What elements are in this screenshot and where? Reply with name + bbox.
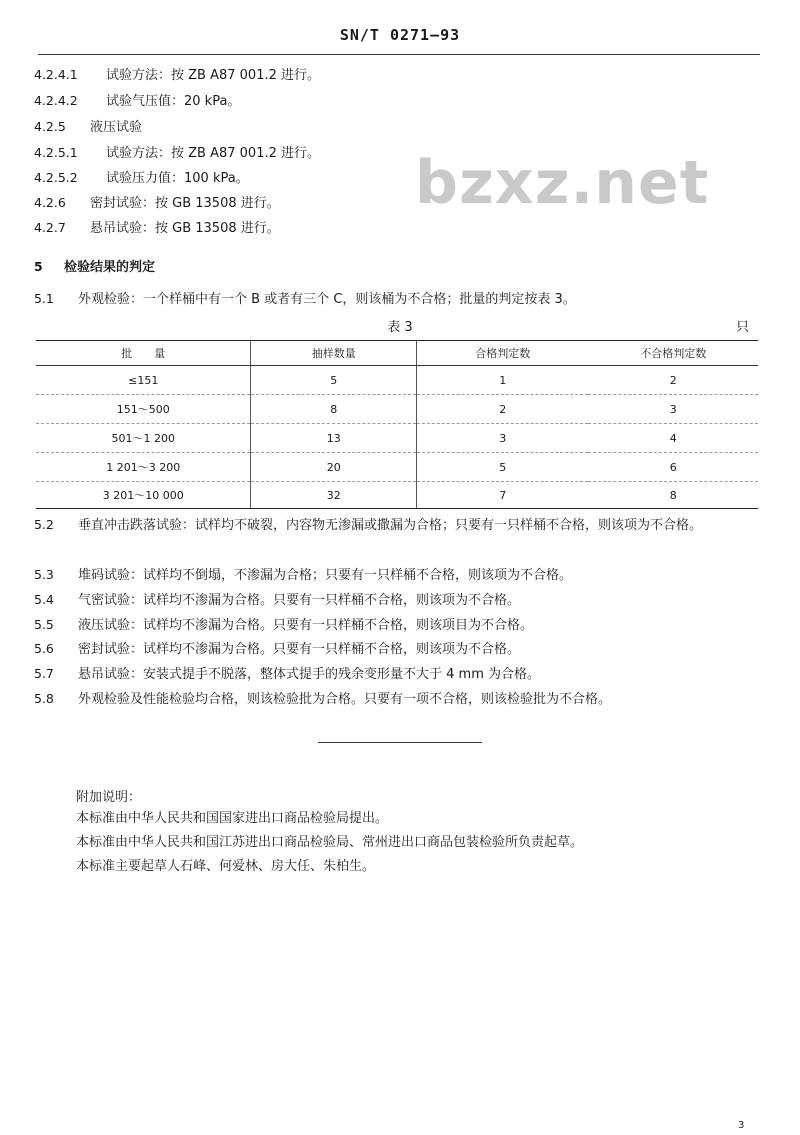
clause-4-2-4-1 [34, 66, 320, 85]
cell-accept-number: 5 [416, 453, 588, 482]
clause-text: 液压试验：试样均不渗漏为合格。只要有一只样桶不合格，则该项目为不合格。 [78, 618, 534, 633]
sampling-table [36, 340, 758, 509]
clause-text: 试验方法：按 ZB A87 001.2 进行。 [106, 68, 321, 83]
cell-reject-number: 3 [588, 395, 758, 424]
table-row [36, 482, 758, 509]
cell-batch-size: ≤151 [36, 366, 251, 395]
clause-number: 5.7 [34, 666, 54, 681]
clause-text: 气密试验：试样均不渗漏为合格。只要有一只样桶不合格，则该项为不合格。 [78, 593, 521, 608]
header-batch-size: 批 量 [36, 341, 251, 366]
section-title: 检验结果的判定 [64, 260, 156, 275]
end-of-text-rule [318, 742, 482, 743]
cell-accept-number: 2 [416, 395, 588, 424]
cell-sample-size: 5 [251, 366, 417, 395]
cell-sample-size: 8 [251, 395, 417, 424]
clause-text: 试验气压值：20 kPa。 [106, 94, 241, 109]
page-number: 3 [738, 1120, 745, 1131]
cell-batch-size: 3 201～10 000 [36, 482, 251, 509]
table-row [36, 424, 758, 453]
clause-text: 密封试验：按 GB 13508 进行。 [90, 196, 280, 211]
clause-4-2-5 [34, 118, 142, 137]
header-reject-number: 不合格判定数 [588, 341, 758, 366]
section-5-heading [34, 258, 155, 277]
table-caption: 表 3 [387, 320, 413, 335]
clause-number: 4.2.5 [34, 119, 66, 134]
clause-text: 悬吊试验：按 GB 13508 进行。 [90, 221, 280, 236]
clause-number: 5.6 [34, 641, 54, 656]
note-line: 本标准由中华人民共和国国家进出口商品检验局提出。 [76, 811, 389, 826]
table-unit: 只 [736, 320, 750, 335]
clause-text: 外观检验：一个样桶中有一个 B 或者有三个 C，则该桶为不合格；批量的判定按表 3。 [78, 292, 576, 307]
cell-batch-size: 151～500 [36, 395, 251, 424]
clause-text: 液压试验 [90, 120, 143, 135]
clause-text: 试验方法：按 ZB A87 001.2 进行。 [106, 146, 321, 161]
cell-reject-number: 6 [588, 453, 758, 482]
table-row [36, 366, 758, 395]
clause-text: 试验压力值：100 kPa。 [106, 171, 249, 186]
clause-4-2-5-2 [34, 169, 249, 188]
clause-5-4 [34, 591, 520, 610]
clause-text: 垂直冲击跌落试验：试样均不破裂，内容物无渗漏或撒漏为合格；只要有一只样桶不合格，则该项为不合格。 [78, 518, 703, 533]
cell-accept-number: 7 [416, 482, 588, 509]
clause-4-2-5-1 [34, 144, 320, 163]
header-sample-size: 抽样数量 [251, 341, 417, 366]
cell-sample-size: 20 [251, 453, 417, 482]
clause-text: 外观检验及性能检验均合格，则该检验批为合格。只要有一项不合格，则该检验批为不合格。 [78, 692, 612, 707]
clause-5-2 [34, 512, 760, 539]
table-row [36, 395, 758, 424]
notes-title: 附加说明： [76, 790, 142, 805]
note-line: 本标准主要起草人石峰、何爱林、房大任、朱柏生。 [76, 859, 376, 874]
clause-number: 5.4 [34, 592, 54, 607]
cell-sample-size: 13 [251, 424, 417, 453]
clause-number: 5.2 [34, 517, 54, 532]
clause-4-2-6 [34, 194, 280, 213]
clause-number: 4.2.5.2 [34, 170, 78, 185]
cell-accept-number: 3 [416, 424, 588, 453]
clause-5-3 [34, 566, 572, 585]
cell-batch-size: 501～1 200 [36, 424, 251, 453]
clause-5-8 [34, 690, 611, 709]
cell-sample-size: 32 [251, 482, 417, 509]
clause-text: 密封试验：试样均不渗漏为合格。只要有一只样桶不合格，则该项为不合格。 [78, 642, 521, 657]
cell-reject-number: 4 [588, 424, 758, 453]
clause-4-2-7 [34, 219, 280, 238]
clause-number: 5.3 [34, 567, 54, 582]
watermark-text: bzxz.net [415, 148, 710, 218]
clause-number: 5.1 [34, 291, 54, 306]
cell-batch-size: 1 201～3 200 [36, 453, 251, 482]
cell-accept-number: 1 [416, 366, 588, 395]
clause-5-1 [34, 290, 576, 309]
clause-number: 4.2.5.1 [34, 145, 78, 160]
clause-number: 5.8 [34, 691, 54, 706]
clause-number: 5.5 [34, 617, 54, 632]
table-header-row [36, 341, 758, 366]
clause-5-7 [34, 665, 540, 684]
clause-number: 4.2.4.1 [34, 67, 78, 82]
cell-reject-number: 2 [588, 366, 758, 395]
header-rule [38, 54, 760, 55]
clause-5-6 [34, 640, 520, 659]
clause-number: 4.2.6 [34, 195, 66, 210]
header-accept-number: 合格判定数 [416, 341, 588, 366]
table-row [36, 453, 758, 482]
clause-text: 堆码试验：试样均不倒塌，不渗漏为合格；只要有一只样桶不合格，则该项为不合格。 [78, 568, 573, 583]
note-line: 本标准由中华人民共和国江苏进出口商品检验局、常州进出口商品包装检验所负责起草。 [76, 835, 584, 850]
clause-5-5 [34, 616, 533, 635]
clause-number: 4.2.4.2 [34, 93, 78, 108]
section-number: 5 [34, 259, 43, 274]
clause-4-2-4-2 [34, 92, 240, 111]
standard-number-header: SN/T 0271—93 [339, 26, 461, 44]
clause-number: 4.2.7 [34, 220, 66, 235]
cell-reject-number: 8 [588, 482, 758, 509]
clause-text: 悬吊试验：安装式提手不脱落，整体式提手的残余变形量不大于 4 mm 为合格。 [78, 667, 540, 682]
